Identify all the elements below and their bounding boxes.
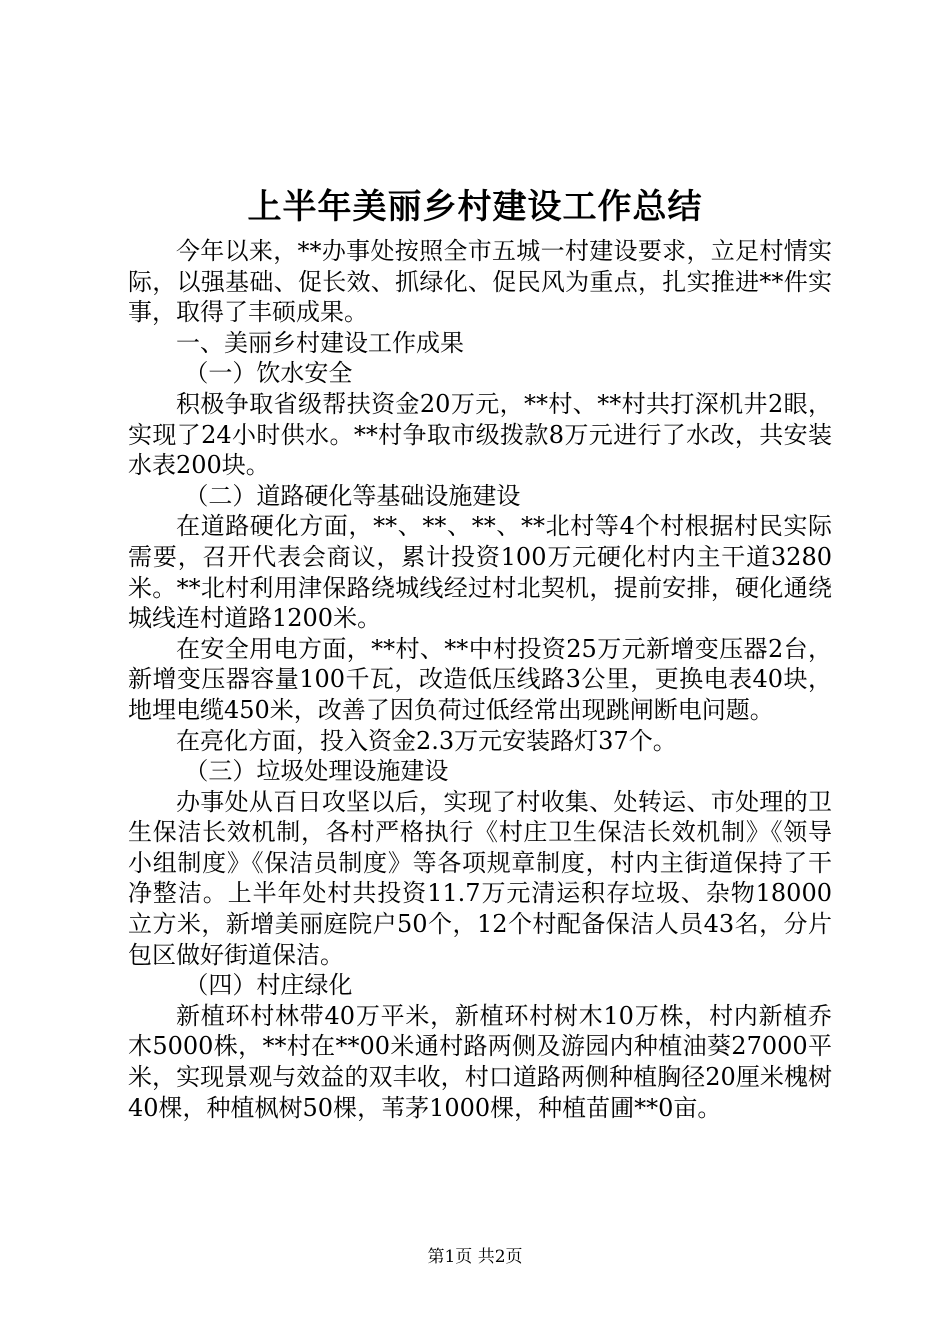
subsection-heading-roads: （二）道路硬化等基础设施建设 <box>184 481 521 510</box>
intro-paragraph: 今年以来，**办事处按照全市五城一村建设要求，立足村情实际，以强基础、促长效、抓绿化、促民风为重点，扎实推进**件实事，取得了丰硕成果。 <box>128 237 832 327</box>
document-body <box>128 236 832 1123</box>
subsection-heading-water: （一）饮水安全 <box>184 359 353 388</box>
paragraph-roads: 在道路硬化方面，**、**、**、**北村等4个村根据村民实际需要，召开代表会商议，累计投资100万元硬化村内主干道3280米。**北村利用津保路绕城线经过村北契机，提前安排，硬化通绕城线连村道路1200米。 <box>128 512 832 633</box>
paragraph-water: 积极争取省级帮扶资金20万元，**村、**村共打深机井2眼，实现了24小时供水。**村争取市级拨款8万元进行了水改，共安装水表200块。 <box>128 389 832 480</box>
page-footer: 第1页 共2页 <box>427 1247 523 1267</box>
paragraph-electricity: 在安全用电方面，**村、**中村投资25万元新增变压器2台，新增变压器容量100千瓦，改造低压线路3公里，更换电表40块，地埋电缆450米，改善了因负荷过低经常出现跳闸断电问题。 <box>128 634 832 724</box>
subsection-heading-garbage: （三）垃圾处理设施建设 <box>184 757 449 786</box>
paragraph-lighting: 在亮化方面，投入资金2.3万元安装路灯37个。 <box>176 726 677 755</box>
document-title: 上半年美丽乡村建设工作总结 <box>247 187 703 227</box>
paragraph-greening: 新植环村林带40万平米，新植环村树木10万株，村内新植乔木5000株，**村在**00米通村路两侧及游园内种植油葵27000平米，实现景观与效益的双丰收，村口道路两侧种植胸径20厘米槐树40棵，种植枫树50棵，苇茅1000棵，种植苗圃**0亩。 <box>128 1001 832 1122</box>
section-heading-results: 一、美丽乡村建设工作成果 <box>176 328 464 357</box>
paragraph-garbage: 办事处从百日攻坚以后，实现了村收集、处转运、市处理的卫生保洁长效机制，各村严格执行《村庄卫生保洁长效机制》《领导小组制度》《保洁员制度》等各项规章制度，村内主街道保持了干净整洁。上半年处村共投资11.7万元清运积存垃圾、杂物18000立方米，新增美丽庭院户50个，12个村配备保洁人员43名，分片包区做好街道保洁。 <box>128 787 832 969</box>
subsection-heading-greening: （四）村庄绿化 <box>184 971 353 1000</box>
